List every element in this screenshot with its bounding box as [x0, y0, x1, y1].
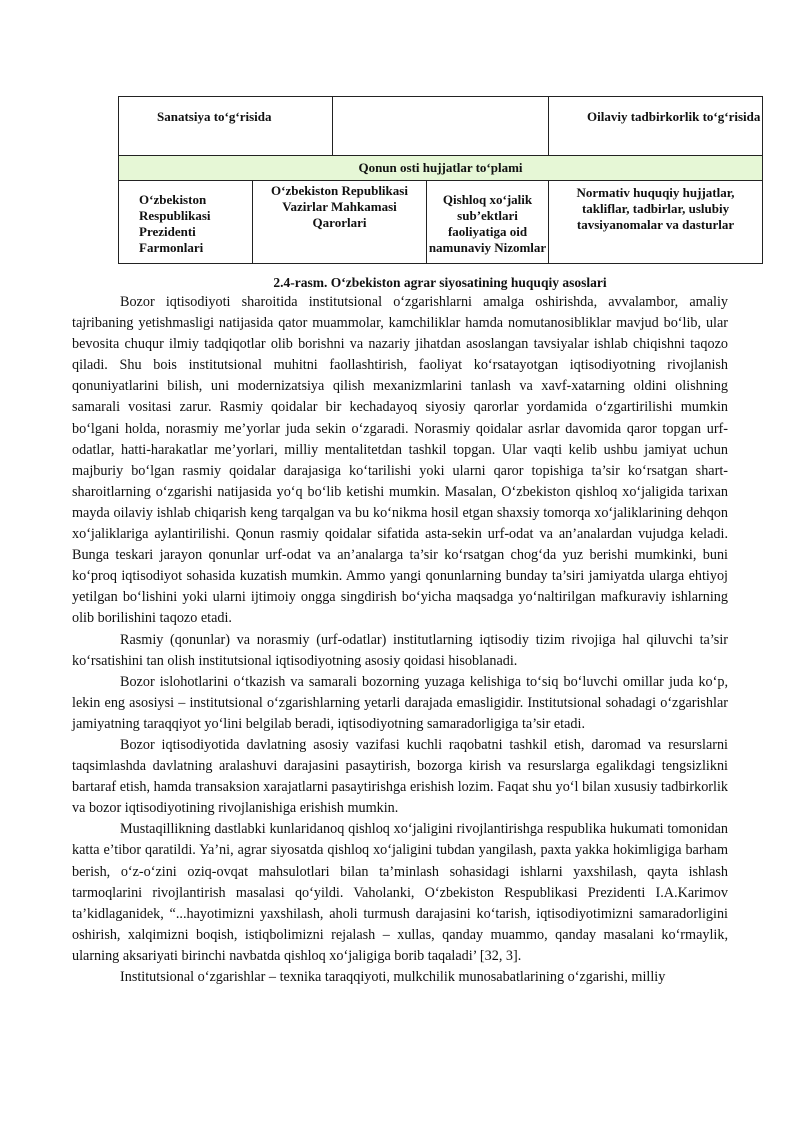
- table-row: [119, 97, 763, 156]
- cell-text: Sanatsiya to‘g‘risida: [157, 109, 272, 124]
- paragraph: Bozor iqtisodiyotida davlatning asosiy vazifasi kuchli raqobatni tashkil etish, daromad va resurslarni taqsimlashda davlatning aralashuvi darajasini pasaytirish, bozorga kirish va resurslarga egalikdagi tengsizlikni bartaraf etish, hamda transaksion xarajatlarni pasaytirishga erishish lozim. Faqat shu yo‘l bilan xususiy tadbirkorlik va bozor iqtisodiyotining rivojlanishiga erishish mumkin.: [72, 736, 728, 817]
- table-row: [119, 181, 763, 264]
- group-header-cell: [119, 156, 763, 181]
- paragraph: Mustaqillikning dastlabki kunlaridanoq qishloq xo‘jaligini rivojlantirishga respublika hukumati tomonidan katta e’tibor qaratildi. Ya’ni, agrar siyosatda qishloq xo‘jaligini tubdan yangilash, paxta yakka hokimligiga barham berish, o‘z-o‘zini oziq-ovqat mahsulotlari bilan ta’minlash sohasidagi ishlarni yaxshilash, qayta ishlash tarmoqlarini rivojlantirish masalasi qo‘yildi. Vaholanki, O‘zbekiston Respublikasi Prezidenti I.A.Karimov ta’kidlaganidek, “...hayotimizni yaxshilash, aholi turmush darajasini ko‘tarish, iqtisodiyotimizni samaradorligini oshirish, xalqimizni boqish, istiqbolimizni rejalash – xullas, qanday muammo, qanday masalani ko‘rmaylik, ularning aksariyati birinchi navbatda qishloq xo‘jaligiga borib taqaladi’ [32, 3].: [72, 821, 728, 964]
- cell-text: Qishloq xo‘jalik sub’ektlari faoliyatiga oid namunaviy Nizomlar: [428, 192, 547, 255]
- cell-normativ-hujjatlar: [549, 181, 763, 264]
- paragraph: Institutsional o‘zgarishlar – texnika taraqqiyoti, mulkchilik munosabatlarining o‘zgarishi, milliy: [120, 969, 666, 985]
- cell-empty: [333, 97, 549, 156]
- cell-prezident-farmonlari: [119, 181, 253, 264]
- cell-text: O‘zbekiston Republikasi Vazirlar Mahkamasi Qarorlari: [271, 183, 408, 230]
- cell-vazirlar-qarorlari: [253, 181, 427, 264]
- paragraph: Bozor islohotlarini o‘tkazish va samarali bozorning yuzaga kelishiga to‘siq bo‘luvchi omillar juda ko‘p, lekin eng asosiysi – institutsional o‘zgarishlarning yetarli darajada emasligidir. Institutsional sohadagi o‘zgarishlar jamiyatning taraqqiyot yo‘lini belgilab beradi, iqtisodiyotning samaradorligiga ta’sir etadi.: [72, 673, 728, 732]
- cell-text: Oilaviy tadbirkorlik to‘g‘risida: [587, 109, 761, 124]
- legal-basis-table: [118, 96, 763, 264]
- table-row: [119, 156, 763, 181]
- body-text: [72, 292, 728, 988]
- cell-namunaviy-nizomlar: [427, 181, 549, 264]
- cell-text: O‘zbekiston Respublikasi Prezidenti Farmonlari: [139, 192, 211, 255]
- cell-oilaviy-tadbirkorlik: [549, 97, 763, 156]
- group-header-text: Qonun osti hujjatlar to‘plami: [358, 160, 523, 175]
- paragraph: Rasmiy (qonunlar) va norasmiy (urf-odatlar) institutlarning iqtisodiy tizim rivojiga hal qiluvchi ta’sir ko‘rsatishini tan olish institutsional iqtisodiyotning asosiy qoidasi hisoblanadi.: [72, 631, 728, 669]
- paragraph: Bozor iqtisodiyoti sharoitida institutsional o‘zgarishlarni amalga oshirishda, avvalambor, amaliy tajribaning yetishmasligi natijasida qator muammolar, kamchiliklar hamda nomutanosibliklar mavjud bo‘lib, ular bevosita chuqur ilmiy tadqiqotlar olib borishni va nazariy jihatdan asoslangan tavsiyalar ishlab chiqishni taqozo qiladi. Shu bois institutsional muhitni faollashtirish, faoliyat ko‘rsatayotgan iqtisodiyotning rivojlanish qonuniyatlarini bilish, uni modernizatsiya qilish mexanizmlarini tanlash va xavf-xatarning oldini olishning samarali vositasi zarur. Rasmiy qoidalar bir kechadayoq siyosiy qarorlar yordamida o‘zgartirilishi mumkin bo‘lgani holda, norasmiy me’yorlar juda sekin o‘zgaradi. Norasmiy qoidalar asrlar davomida qaror topgan urf-odatlar, hatti-harakatlar me’yorlari, milliy mentalitetdan tashkil topgan. Ular vaqti kelib ushbu jamiyat uchun majburiy bo‘lgan rasmiy qoidalar darajasiga ko‘tarilishi yoki ularni qaror topishiga ta’sir ko‘rsatgan shart-sharoitlarning o‘zgarishi natijasida yo‘q bo‘lib ketishi mumkin. Masalan, O‘zbekiston qishloq xo‘jaligida tarixan mayda oilaviy ishlab chiqarish keng tarqalgan va bu ko‘nikma hosil etgan shaxsiy tomorqa xo‘jaliklarining dehqon xo‘jaliklariga aylantirilishi. Qonun rasmiy qoidalar sifatida asta-sekin urf-odat va an’analardan vujudga keladi. Bunga teskari jarayon qonunlar urf-odat va an’analarga ta’sir ko‘rsatgan chog‘da yuz berishi mumkinki, buni ko‘proq iqtisodiyot sohasida kuzatish mumkin. Ammo yangi qonunlarning bunday ta’siri jamiyatda ularga ehtiyoj yetilgan bo‘lishini yoki ularni ijtimoiy ongga singdirish bo‘yicha maqsadga yo‘naltirilgan mafkuraviy ishlarning olib borilishini taqozo etadi.: [72, 294, 728, 627]
- cell-sanatsiya: [119, 97, 333, 156]
- figure-caption: 2.4-rasm. O‘zbekiston agrar siyosatining huquqiy asoslari: [273, 275, 607, 290]
- cell-text: Normativ huquqiy hujjatlar, takliflar, tadbirlar, uslubiy tavsiyanomalar va dasturlar: [576, 185, 735, 232]
